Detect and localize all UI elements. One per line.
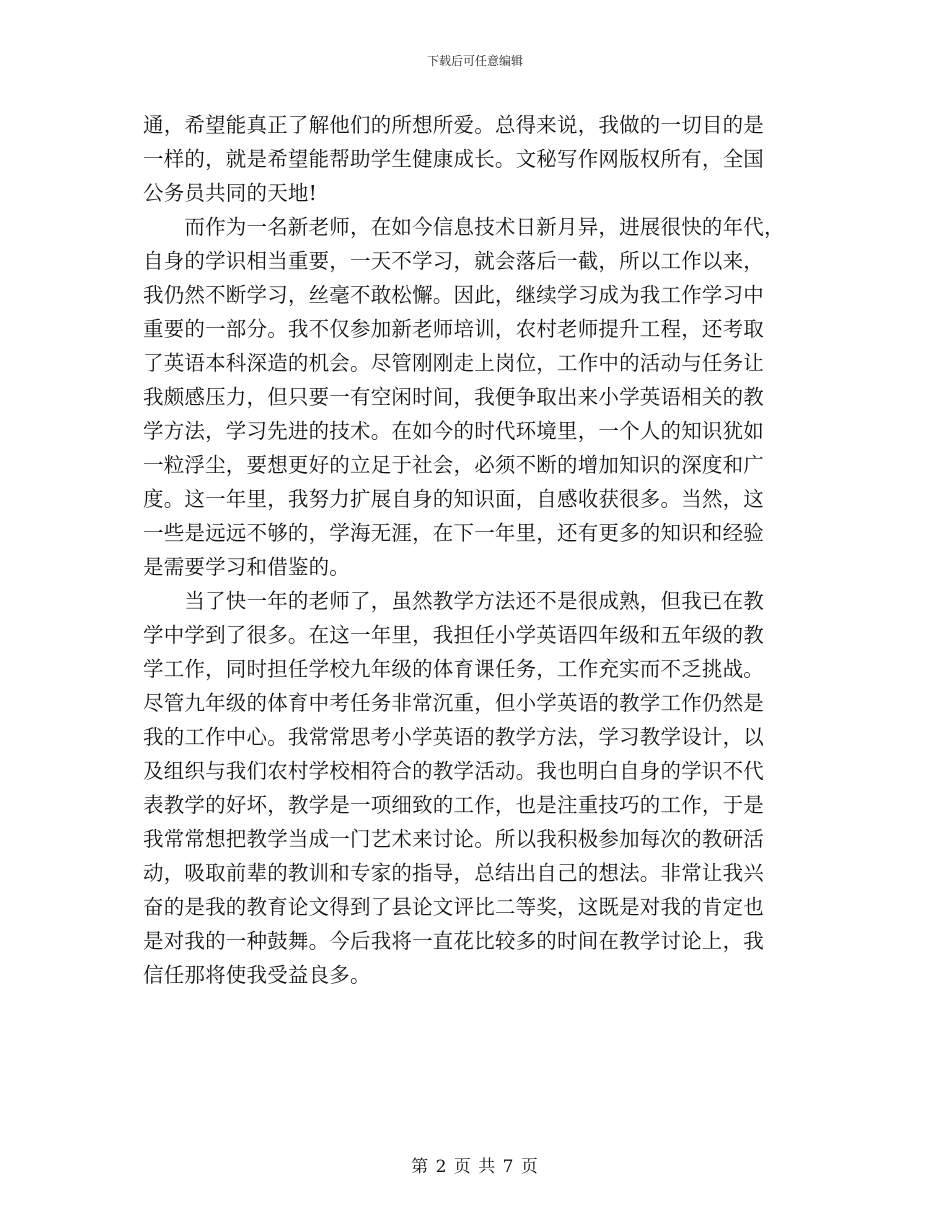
document-body [143, 108, 807, 992]
text-line: 当了快一年的老师了，虽然教学方法还不是很成熟，但我已在教 [143, 589, 764, 613]
text-line: 自身的学识相当重要，一天不学习，就会落后一截，所以工作以来， [143, 249, 764, 273]
text-line: 是需要学习和借鉴的。 [143, 555, 350, 579]
text-line: 一样的，就是希望能帮助学生健康成长。文秘写作网版权所有，全国 [143, 147, 764, 171]
text-line: 是对我的一种鼓舞。今后我将一直花比较多的时间在教学讨论上，我 [143, 929, 764, 953]
text-line: 学工作，同时担任学校九年级的体育课任务，工作充实而不乏挑战。 [143, 657, 764, 681]
text-line: 动，吸取前辈的教训和专家的指导，总结出自己的想法。非常让我兴 [143, 861, 764, 885]
text-line: 表教学的好坏，教学是一项细致的工作，也是注重技巧的工作，于是 [143, 793, 764, 817]
text-line: 一粒浮尘，要想更好的立足于社会，必须不断的增加知识的深度和广 [143, 453, 764, 477]
text-line: 公务员共同的天地! [143, 181, 318, 205]
text-line: 一些是远远不够的，学海无涯，在下一年里，还有更多的知识和经验 [143, 521, 764, 545]
text-line: 信任那将使我受益良多。 [143, 963, 371, 987]
text-line: 我仍然不断学习，丝毫不敢松懈。因此，继续学习成为我工作学习中 [143, 283, 764, 307]
text-line: 重要的一部分。我不仅参加新老师培训，农村老师提升工程，还考取 [143, 317, 764, 341]
text-line: 学方法，学习先进的技术。在如今的时代环境里，一个人的知识犹如 [143, 419, 764, 443]
text-line: 通，希望能真正了解他们的所想所爱。总得来说，我做的一切目的是 [143, 113, 764, 137]
text-line: 学中学到了很多。在这一年里，我担任小学英语四年级和五年级的教 [143, 623, 764, 647]
text-line: 我颇感压力，但只要一有空闲时间，我便争取出来小学英语相关的教 [143, 385, 764, 409]
text-line: 而作为一名新老师，在如今信息技术日新月异，进展很快的年代， [143, 215, 785, 239]
page-header-note: 下载后可任意编辑 [426, 54, 523, 68]
text-line: 我常常想把教学当成一门艺术来讨论。所以我积极参加每次的教研活 [143, 827, 764, 851]
text-line: 我的工作中心。我常常思考小学英语的教学方法，学习教学设计，以 [143, 725, 764, 749]
text-line: 及组织与我们农村学校相符合的教学活动。我也明白自身的学识不代 [143, 759, 764, 783]
page-number: 第 2 页 共 7 页 [411, 1157, 539, 1177]
text-line: 奋的是我的教育论文得到了县论文评比二等奖，这既是对我的肯定也 [143, 895, 764, 919]
text-line: 了英语本科深造的机会。尽管刚刚走上岗位，工作中的活动与任务让 [143, 351, 764, 375]
text-line: 度。这一年里，我努力扩展自身的知识面，自感收获很多。当然，这 [143, 487, 764, 511]
text-line: 尽管九年级的体育中考任务非常沉重，但小学英语的教学工作仍然是 [143, 691, 764, 715]
